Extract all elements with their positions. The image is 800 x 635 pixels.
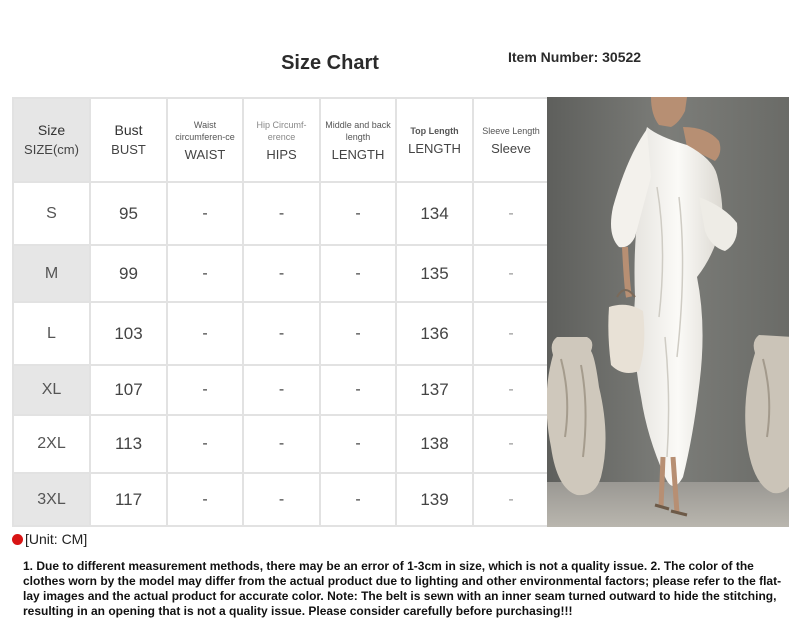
- sleeve-cell: -: [473, 365, 549, 415]
- header-bust: Bust BUST: [90, 98, 167, 182]
- mid-length-cell: -: [320, 473, 396, 526]
- table-row: [13, 245, 549, 302]
- hips-cell: -: [243, 365, 320, 415]
- top-length-cell: 135: [396, 245, 473, 302]
- size-chart-table: [12, 97, 550, 527]
- sleeve-cell: -: [473, 245, 549, 302]
- size-cell: XL: [13, 365, 90, 415]
- header-top-length: Top Length LENGTH: [396, 98, 473, 182]
- table-row: [13, 415, 549, 473]
- bust-cell: 103: [90, 302, 167, 365]
- hips-cell: -: [243, 182, 320, 245]
- waist-cell: -: [167, 365, 243, 415]
- hips-cell: -: [243, 302, 320, 365]
- top-length-cell: 139: [396, 473, 473, 526]
- sleeve-cell: -: [473, 182, 549, 245]
- bust-cell: 95: [90, 182, 167, 245]
- table-row: [13, 302, 549, 365]
- sleeve-cell: -: [473, 302, 549, 365]
- mid-length-cell: -: [320, 415, 396, 473]
- waist-cell: -: [167, 302, 243, 365]
- mid-length-cell: -: [320, 182, 396, 245]
- waist-cell: -: [167, 182, 243, 245]
- top-length-cell: 134: [396, 182, 473, 245]
- header-middle-back-length: Middle and back length LENGTH: [320, 98, 396, 182]
- top-length-cell: 136: [396, 302, 473, 365]
- mid-length-cell: -: [320, 245, 396, 302]
- unit-text: [Unit: CM]: [25, 531, 88, 547]
- header-sleeve-length: Sleeve Length Sleeve: [473, 98, 549, 182]
- size-cell: M: [13, 245, 90, 302]
- table-header-row: [13, 98, 549, 182]
- unit-label: [12, 530, 87, 548]
- sleeve-cell: -: [473, 473, 549, 526]
- bust-cell: 113: [90, 415, 167, 473]
- header-hips: Hip Circumf-erence HIPS: [243, 98, 320, 182]
- model-photo-illustration: [547, 97, 789, 527]
- waist-cell: -: [167, 245, 243, 302]
- red-dot-icon: [12, 534, 23, 545]
- mid-length-cell: -: [320, 302, 396, 365]
- bust-cell: 107: [90, 365, 167, 415]
- size-cell: L: [13, 302, 90, 365]
- size-cell: S: [13, 182, 90, 245]
- waist-cell: -: [167, 473, 243, 526]
- sleeve-cell: -: [473, 415, 549, 473]
- mid-length-cell: -: [320, 365, 396, 415]
- top-length-cell: 137: [396, 365, 473, 415]
- table-row: [13, 182, 549, 245]
- table-row: [13, 473, 549, 526]
- top-length-cell: 138: [396, 415, 473, 473]
- hips-cell: -: [243, 415, 320, 473]
- page-title: Size Chart: [281, 52, 379, 74]
- hips-cell: -: [243, 245, 320, 302]
- table-row: [13, 365, 549, 415]
- bust-cell: 99: [90, 245, 167, 302]
- size-disclaimer-note: 1. Due to different measurement methods, there may be an error of 1-3cm in size, which is not a quality issue. 2. The color of the clothes worn by the model may differ from the actual product due to lighting and other environmental factors; please refer to the flat-lay images and the actual product for accurate color. Note: The belt is sewn with an inner seam turned outward to hide the stitching, resulting in an opening that is not a quality issue. Please consider carefully before purchasing!!!: [23, 559, 782, 618]
- bust-cell: 117: [90, 473, 167, 526]
- header-size: Size SIZE(cm): [13, 98, 90, 182]
- header-waist: Waist circumferen-ce WAIST: [167, 98, 243, 182]
- hips-cell: -: [243, 473, 320, 526]
- size-cell: 2XL: [13, 415, 90, 473]
- size-cell: 3XL: [13, 473, 90, 526]
- waist-cell: -: [167, 415, 243, 473]
- model-photo: [547, 97, 789, 527]
- item-number: Item Number: 30522: [508, 49, 642, 65]
